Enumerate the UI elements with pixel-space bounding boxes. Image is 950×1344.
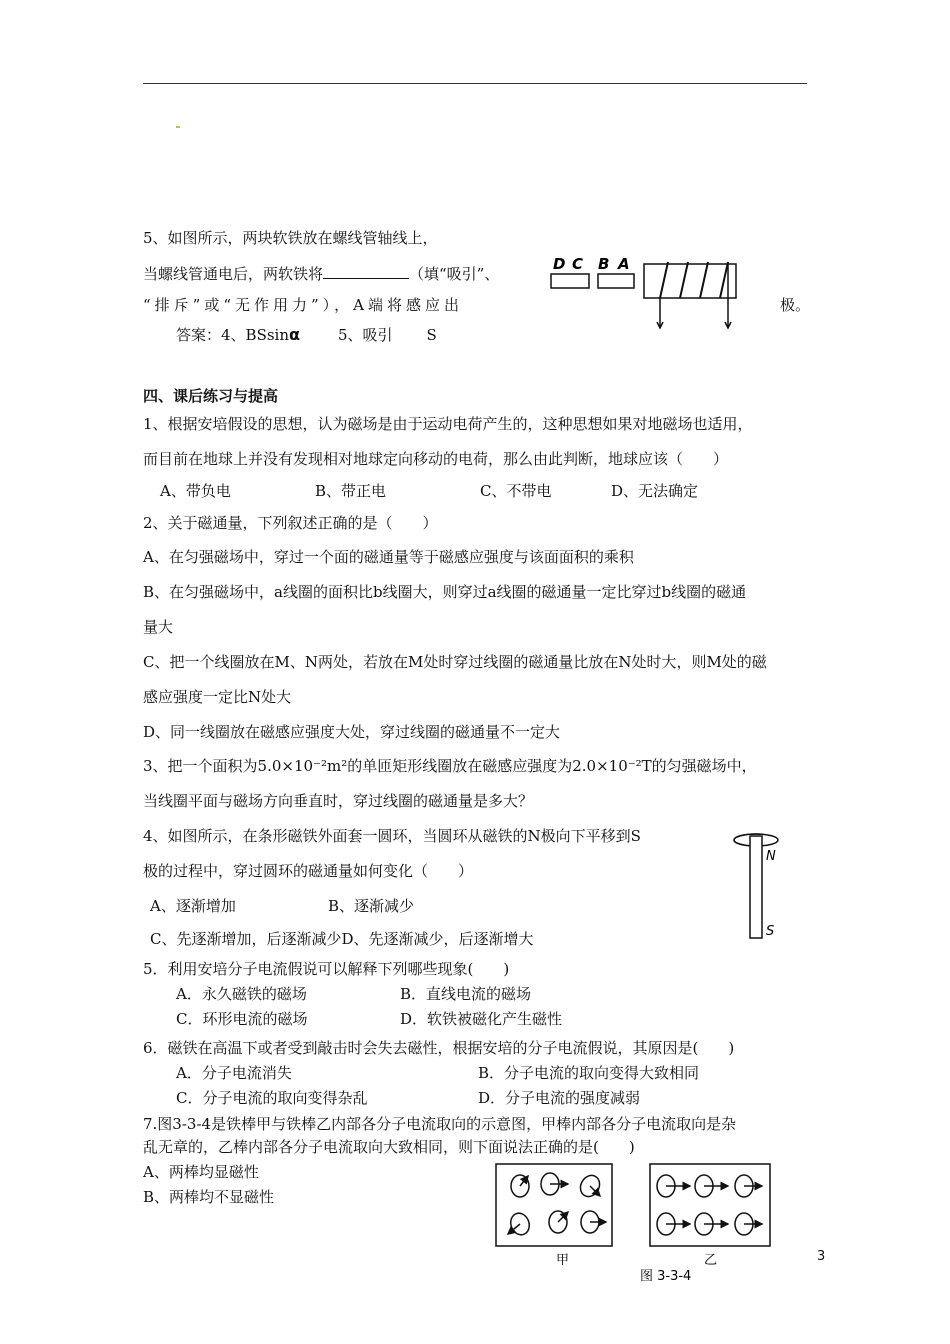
answer-prefix: 答案：4、BSsin <box>176 326 289 344</box>
q6-option-c: C．分子电流的取向变得杂乱 <box>176 1089 368 1107</box>
solenoid-leads <box>660 262 728 328</box>
q3-line2: 当线圈平面与磁场方向垂直时，穿过线圈的磁通量是多大？ <box>143 792 534 810</box>
label-jia: 甲 <box>556 1253 570 1268</box>
pole-n: N <box>766 849 776 864</box>
q1-option-d: D、无法确定 <box>611 482 699 500</box>
bar-magnet-figure <box>728 830 788 942</box>
jia-currents <box>508 1172 606 1237</box>
q5-option-b: B．直线电流的磁场 <box>400 985 532 1003</box>
bar-magnet <box>750 836 762 938</box>
q5-option-a: A．永久磁铁的磁场 <box>176 985 307 1003</box>
answer-rest: 5、吸引 <box>338 326 393 344</box>
header-rule <box>143 83 807 84</box>
section-title: 四、课后练习与提高 <box>143 387 279 405</box>
q4-line1: 4、如图所示，在条形磁铁外面套一圆环，当圆环从磁铁的N极向下平移到S <box>143 827 641 845</box>
q1-option-c: C、不带电 <box>480 482 552 500</box>
answer-pole: S <box>426 326 437 344</box>
q1-option-a: A、带负电 <box>160 482 231 500</box>
answer-blank <box>323 264 409 279</box>
q7-line2: 乱无章的，乙棒内部各分子电流取向大致相同，则下面说法正确的是( ) <box>143 1138 635 1156</box>
q5-prev-line3: “排斥”或“无作用力”），A端将感应出 <box>143 296 464 314</box>
q5-answer <box>176 326 437 344</box>
edit-mark <box>176 126 180 128</box>
q7-option-a: A、两棒均显磁性 <box>143 1163 259 1181</box>
q4-option-a: A、逐渐增加 <box>150 897 236 915</box>
q6-stem: 6．磁铁在高温下或者受到敲击时会失去磁性，根据安培的分子电流假说，其原因是( ) <box>143 1039 735 1057</box>
q3-line1: 3、把一个面积为5.0×10⁻²m²的单匝矩形线圈放在磁感应强度为2.0×10⁻²T的匀强磁场中， <box>143 757 757 775</box>
q2-stem: 2、关于磁通量，下列叙述正确的是（ ） <box>143 514 438 532</box>
q1-line2: 而目前在地球上并没有发现相对地球定向移动的电荷，那么由此判断，地球应该（ ） <box>143 450 729 468</box>
q6-option-b: B．分子电流的取向变得大致相同 <box>478 1064 700 1082</box>
q2-option-b-line2: 量大 <box>143 618 174 636</box>
q5-prev-line2 <box>143 264 499 283</box>
soft-iron-dc <box>551 274 589 288</box>
q5-option-d: D．软铁被磁化产生磁性 <box>400 1010 563 1028</box>
figure-caption: 图 3-3-4 <box>640 1269 692 1282</box>
molecular-current-figure <box>494 1162 784 1282</box>
fig-label-a: A <box>618 255 630 273</box>
q5-prev-line1: 5、如图所示，两块软铁放在螺线管轴线上， <box>143 229 438 247</box>
soft-iron-ba <box>598 274 634 288</box>
alpha-symbol: α <box>289 325 300 344</box>
q2-option-a: A、在匀强磁场中，穿过一个面的磁通量等于磁感应强度与该面面积的乘积 <box>143 548 634 566</box>
solenoid-coils <box>660 262 728 298</box>
label-yi: 乙 <box>704 1253 718 1268</box>
q4-line2: 极的过程中，穿过圆环的磁通量如何变化（ ） <box>143 862 474 880</box>
q6-option-d: D．分子电流的强度减弱 <box>478 1089 641 1107</box>
fig-label-d: D <box>553 255 566 273</box>
box-yi <box>650 1164 770 1246</box>
q2-option-b-line1: B、在匀强磁场中，a线圈的面积比b线圈大，则穿过a线圈的磁通量一定比穿过b线圈的磁通 <box>143 583 747 601</box>
q4-option-b: B、逐渐减少 <box>328 897 415 915</box>
pole-s: S <box>766 924 775 939</box>
q7-line1: 7.图3-3-4是铁棒甲与铁棒乙内部各分子电流取向的示意图，甲棒内部各分子电流取向是杂 <box>143 1115 737 1133</box>
current-arrows <box>657 322 731 328</box>
fig-label-c: C <box>572 255 584 273</box>
q5-prev-line3-end: 极。 <box>780 296 811 314</box>
fig-label-b: B <box>598 255 610 273</box>
q2-option-c-line1: C、把一个线圈放在M、N两处，若放在M处时穿过线圈的磁通量比放在N处时大，则M处的磁 <box>143 653 767 671</box>
q2-option-d: D、同一线圈放在磁感应强度大处，穿过线圈的磁通量不一定大 <box>143 723 561 741</box>
q5-stem: 5．利用安培分子电流假说可以解释下列哪些现象( ) <box>143 960 510 978</box>
q5-option-c: C．环形电流的磁场 <box>176 1010 308 1028</box>
q5-prev-line2-after: （填“吸引”、 <box>409 265 500 283</box>
q4-option-cd: C、先逐渐增加，后逐渐减少D、先逐渐减少，后逐渐增大 <box>150 930 534 948</box>
q6-option-a: A．分子电流消失 <box>176 1064 292 1082</box>
q2-option-c-line2: 感应强度一定比N处大 <box>143 688 292 706</box>
solenoid-core <box>644 264 736 298</box>
q1-line1: 1、根据安培假设的思想，认为磁场是由于运动电荷产生的，这种思想如果对地磁场也适用， <box>143 415 753 433</box>
q5-prev-line2-before: 当螺线管通电后，两软铁将 <box>143 265 324 283</box>
q1-option-b: B、带正电 <box>315 482 387 500</box>
page-number: 3 <box>817 1249 826 1264</box>
q7-option-b: B、两棒均不显磁性 <box>143 1188 275 1206</box>
solenoid-figure <box>548 252 748 332</box>
yi-currents <box>657 1175 762 1235</box>
